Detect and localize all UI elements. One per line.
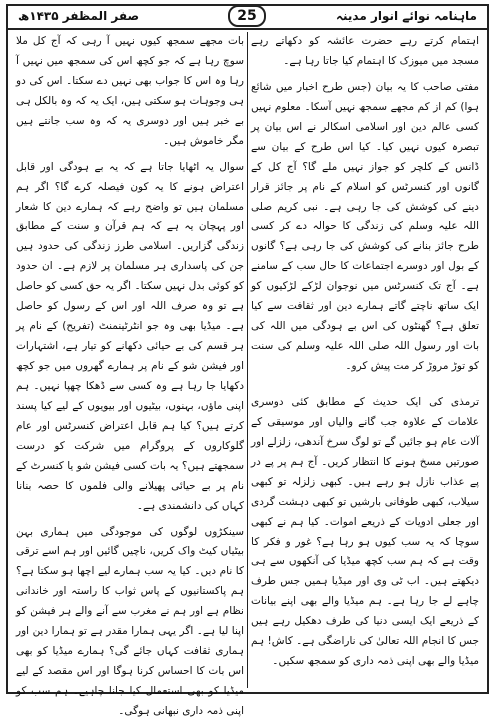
left-text-column — [12, 32, 244, 717]
paragraph: سینکڑوں لوگوں کی موجودگی میں ہماری بہن بیٹیاں کیٹ واک کریں، ناچیں گائیں اور ہم اسے ترقی کا نام دیں۔ کیا یہ سب ہمارے لیے اچھا ہو سکتا ہے؟ ہم پاکستانیوں کے پاس ثواب کا راستہ اور خاندانی نظام ہے اور ہم نے مغرب سے آنے والے ہر فیشن کو اپنا لیا ہے۔ اگر یہی ہمارا مقدر ہے تو ہمارا دین اور ہماری ثقافت کہاں جائے گی؟ ہمارے میڈیا کو بھی اس بات کا احساس کرنا ہوگا اور اس مقصد کے لیے میڈیا کو بھی استعمال کیا جانا چاہیے۔ ہم سب کو اپنی ذمہ داری نبھانی ہوگی۔ — [16, 525, 244, 717]
paragraph: بات مجھے سمجھ کیوں نہیں آ رہی کہ آج کل ملا سوچ رہا ہے کہ جو کچھ اس کی سمجھ میں نہیں آ رہا وہ اس کا جواب بھی نہیں دے سکتا۔ اس کی دو ہی وجوہات ہو سکتی ہیں، ایک یہ کہ وہ بالکل ہی بے خبر ہیں اور دوسری یہ کہ وہ سب جانتے ہیں مگر خاموش ہیں۔ — [16, 35, 244, 147]
magazine-page — [6, 4, 489, 717]
magazine-title: ماہنامہ نوائے انوار مدینہ — [335, 9, 477, 23]
page-header — [8, 6, 487, 30]
paragraph: مفتی صاحب کا یہ بیان (جس طرح اخبار میں شائع ہوا) کم از کم مجھے سمجھ نہیں آسکا۔ معلوم نہیں کسی عالم دین اور اسلامی اسکالر نے اس بیان پر تبصرہ کیوں نہیں کیا۔ کیا اس طرح کے بیان سے ڈانس کے کلچر کو جواز نہیں ملے گا؟ آج کل کے گانوں اور کنسرٹس کو اسلام کے نام پر جائز قرار دینے کی کوشش کی جا رہی ہے۔ نبی کریم صلی اللہ علیہ وسلم کی زندگی کا حوالہ دے کر کسی طرح جائز بنانے کی کوشش کی جا رہی ہے؟ گانوں کے بول اور دوسرے اجتماعات کا حال سب کے سامنے ہے۔ آج تک کنسرٹس میں نوجوان لڑکے لڑکیوں کو ایک ساتھ ناچتے گاتے ہمارے دین اور ثقافت سے کیا تعلق ہے؟ گھنٹوں کی اس بے ہودگی میں اللہ کی بات اور رسول اللہ صلی اللہ علیہ وسلم کی سنت کو توڑ مروڑ کر مت پیش کرو۔ — [251, 80, 479, 372]
paragraph: سوال یہ اٹھایا جاتا ہے کہ یہ بے ہودگی اور قابل اعتراض ہونے کا یہ کون فیصلہ کرے گا؟ اگر ہم مسلمان ہیں تو واضح رہے کہ ہمارے دین کا شعار اور پہچان یہ ہے کہ ہم قرآن و سنت کے مطابق زندگی گزاریں۔ اسلامی طرز زندگی کی حدود ہیں جن کی پاسداری ہر مسلمان پر لازم ہے۔ ان حدود کو کوئی بدل نہیں سکتا۔ اگر یہ حق کسی کو حاصل ہے تو وہ صرف اللہ اور اس کے رسول کو حاصل ہے۔ میڈیا بھی وہ جو انٹرٹینمنٹ (تفریح) کے نام پر ہر قسم کی بے حیائی دکھانے کو تیار ہے، اشتہارات اور فیشن شو کے نام پر ہمارے گھروں میں جو کچھ دکھایا جا رہا ہے وہ کسی سے ڈھکا چھپا نہیں۔ ہم اپنی ماؤں، بہنوں، بیٹیوں اور بیویوں کے لیے کیا پسند کرتے ہیں؟ کیا ہم قابل اعتراض کنسرٹس اور عام گلوکاروں کے پروگرام میں شرکت کو درست سمجھتے ہیں؟ یہ بات کسی فیشن شو یا کنسرٹ کے نام پر بے حیائی پھیلانے والی فلموں کا حصہ بنانا کہاں کی دانشمندی ہے۔ — [16, 160, 244, 512]
paragraph: اہتمام کرتے رہے حضرت عائشہ کو دکھاتے رہے مسجد میں میوزک کا اہتمام کیا جاتا رہا ہے۔ — [251, 35, 479, 67]
right-text-column — [251, 32, 483, 690]
page-number-badge: 25 — [228, 5, 266, 27]
column-divider — [247, 32, 248, 688]
issue-date: صفر المظفر ۱۴۳۵ھ — [18, 9, 140, 23]
paragraph: ترمذی کی ایک حدیث کے مطابق کئی دوسری علامات کے علاوہ جب گانے والیاں اور موسیقی کے آلات عام ہو جائیں گے تو لوگ سرخ آندھی، زلزلے اور صورتیں مسخ ہونے کا انتظار کریں۔ آج ہم پر پے در پے عذاب نازل ہو رہے ہیں۔ کبھی زلزلہ تو کبھی سیلاب، کبھی طوفانی بارشیں تو کبھی دہشت گردی اور جعلی ادویات کے ذریعے اموات۔ کیا ہم نے کبھی سوچا کہ یہ سب کیوں ہو رہا ہے؟ غور و فکر کا وقت ہے کہ ہم سب کچھ میڈیا کی آنکھوں سے ہی دیکھتے ہیں۔ اب ٹی وی اور میڈیا ہمیں جس طرف چاہے لے جا رہا ہے۔ ہم میڈیا والے بھی اپنے بیانات کے ذریعے ایک ایسی دنیا کی طرف دھکیل رہے ہیں جس کا انجام اللہ تعالیٰ کی ناراضگی ہے۔ کاش! ہم میڈیا والے بھی اپنی ذمہ داری کو سمجھ سکیں۔ — [251, 395, 479, 668]
